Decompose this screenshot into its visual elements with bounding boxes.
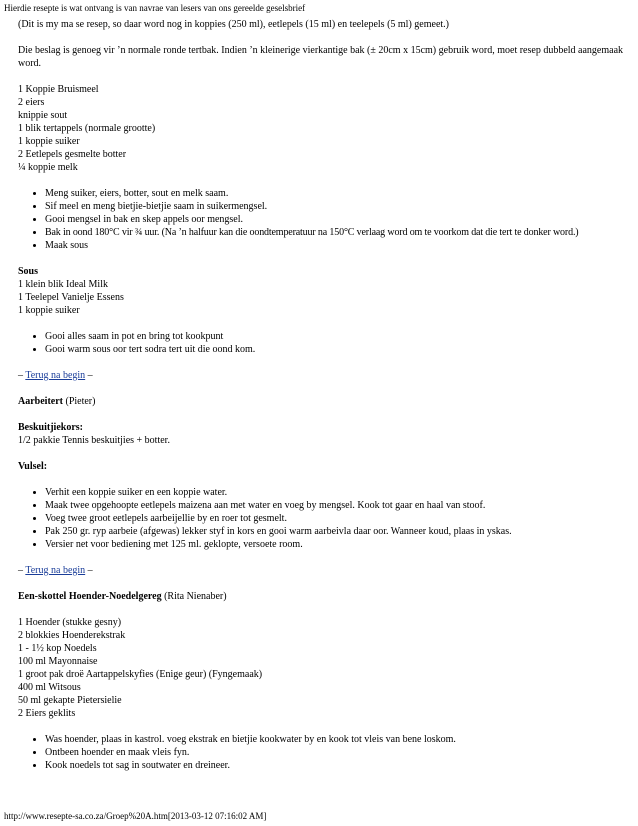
ingredient-list-1 <box>18 83 630 174</box>
method-step: • Was hoender, plaas in kastrol. voeg ekstrak en bietjie kookwater by en kook tot vleis van bene loskom. <box>45 733 630 746</box>
hoender-heading <box>18 590 630 603</box>
nav-dash: – <box>87 565 93 576</box>
kors-section <box>18 421 630 447</box>
method-step: • Ontbeen hoender en maak vleis fyn. <box>45 746 630 759</box>
hoender-method-list <box>18 733 630 772</box>
nav-dash: – <box>18 370 23 381</box>
method-step: • Maak twee opgehoopte eetlepels maizena aan met water en voeg by mengsel. Kook tot gaar en haal van stoof. <box>45 499 630 512</box>
method-list-1 <box>18 187 630 252</box>
vulsel-section <box>18 460 630 473</box>
sous-section <box>18 265 630 317</box>
method-step: • Versier net voor bediening met 125 ml. geklopte, versoete room. <box>45 538 630 551</box>
intro-note: (Dit is my ma se resep, so daar word nog in koppies (250 ml), eetlepels (15 ml) en teelepels (5 ml) gemeet.) <box>18 19 449 30</box>
ingredient: 1 blik tertappels (normale grootte) <box>18 123 156 134</box>
method-step: • Maak sous <box>45 239 630 252</box>
back-to-top-nav-2 <box>18 564 630 577</box>
ingredient: 400 ml Witsous <box>18 682 81 693</box>
recipe-title: Een-skottel Hoender-Noedelgereg <box>18 591 162 602</box>
nav-dash: – <box>87 370 93 381</box>
recipe-author: (Rita Nienaber) <box>164 591 227 602</box>
ingredient: 1 - 1½ kop Noedels <box>18 643 97 654</box>
ingredient: 1 koppie suiker <box>18 305 80 316</box>
aarbei-method-list <box>18 486 630 551</box>
ingredient: 1 koppie suiker <box>18 136 80 147</box>
ingredient: 100 ml Mayonnaise <box>18 656 98 667</box>
ingredient: 1 Teelepel Vanielje Essens <box>18 292 124 303</box>
recipe-title: Aarbeitert <box>18 396 63 407</box>
vulsel-title: Vulsel: <box>18 461 48 472</box>
sous-title: Sous <box>18 266 39 277</box>
sous-method-list <box>18 330 630 356</box>
method-step: • Sif meel en meng bietjie-bietjie saam in suikermengsel. <box>45 200 630 213</box>
kors-title: Beskuitjiekors: <box>18 422 83 433</box>
ingredient: ¼ koppie melk <box>18 162 78 173</box>
method-step: • Bak in oond 180°C vir ¾ uur. (Na ’n halfuur kan die oondtemperatuur na 150°C verlaag word om te voorkom dat die tert te donker word.) <box>45 226 630 239</box>
ingredient: 2 Eiers geklits <box>18 708 76 719</box>
back-to-top-link[interactable]: Terug na begin <box>25 370 86 381</box>
page-header: Hierdie resepte is wat ontvang is van navrae van lesers van ons gereelde geselsbrief <box>4 3 306 13</box>
hoender-ingredients <box>18 616 630 720</box>
kors-text: 1/2 pakkie Tennis beskuitjies + botter. <box>18 435 170 446</box>
recipe-author: (Pieter) <box>65 396 96 407</box>
method-step: • Pak 250 gr. ryp aarbeie (afgewas) lekker styf in kors en gooi warm aarbeivla daar oor. Wanneer koud, plaas in yskas. <box>45 525 630 538</box>
ingredient: 1 Koppie Bruismeel <box>18 84 99 95</box>
ingredient: 2 blokkies Hoenderekstrak <box>18 630 126 641</box>
ingredient: 1 groot pak droë Aartappelskyfies (Enige geur) (Fyngemaak) <box>18 669 263 680</box>
nav-dash: – <box>18 565 23 576</box>
method-step: • Gooi warm sous oor tert sodra tert uit die oond kom. <box>45 343 630 356</box>
method-step: • Verhit een koppie suiker en een koppie water. <box>45 486 630 499</box>
ingredient: 50 ml gekapte Pietersielie <box>18 695 122 706</box>
method-step: • Kook noedels tot sag in soutwater en dreineer. <box>45 759 630 772</box>
ingredient: 2 eiers <box>18 97 45 108</box>
page-footer-url: http://www.resepte-sa.co.za/Groep%20A.htm[2013-03-12 07:16:02 AM] <box>4 811 267 821</box>
method-step: • Gooi alles saam in pot en bring tot kookpunt <box>45 330 630 343</box>
back-to-top-nav-1 <box>18 369 630 382</box>
intro-beslag: Die beslag is genoeg vir ’n normale ronde tertbak. Indien ’n kleinerige vierkantige bak (± 20cm x 15cm) gebruik word, moet resep dubbeld aangemaak word. <box>18 45 624 69</box>
aarbei-heading <box>18 395 630 408</box>
ingredient: 1 Hoender (stukke gesny) <box>18 617 122 628</box>
ingredient: 2 Eetlepels gesmelte botter <box>18 149 127 160</box>
recipe-content <box>18 18 630 785</box>
method-step: • Gooi mengsel in bak en skep appels oor mengsel. <box>45 213 630 226</box>
back-to-top-link[interactable]: Terug na begin <box>25 565 86 576</box>
method-step: • Meng suiker, eiers, botter, sout en melk saam. <box>45 187 630 200</box>
ingredient: knippie sout <box>18 110 68 121</box>
method-step: • Voeg twee groot eetlepels aarbeijellie by en roer tot gesmelt. <box>45 512 630 525</box>
ingredient: 1 klein blik Ideal Milk <box>18 279 108 290</box>
